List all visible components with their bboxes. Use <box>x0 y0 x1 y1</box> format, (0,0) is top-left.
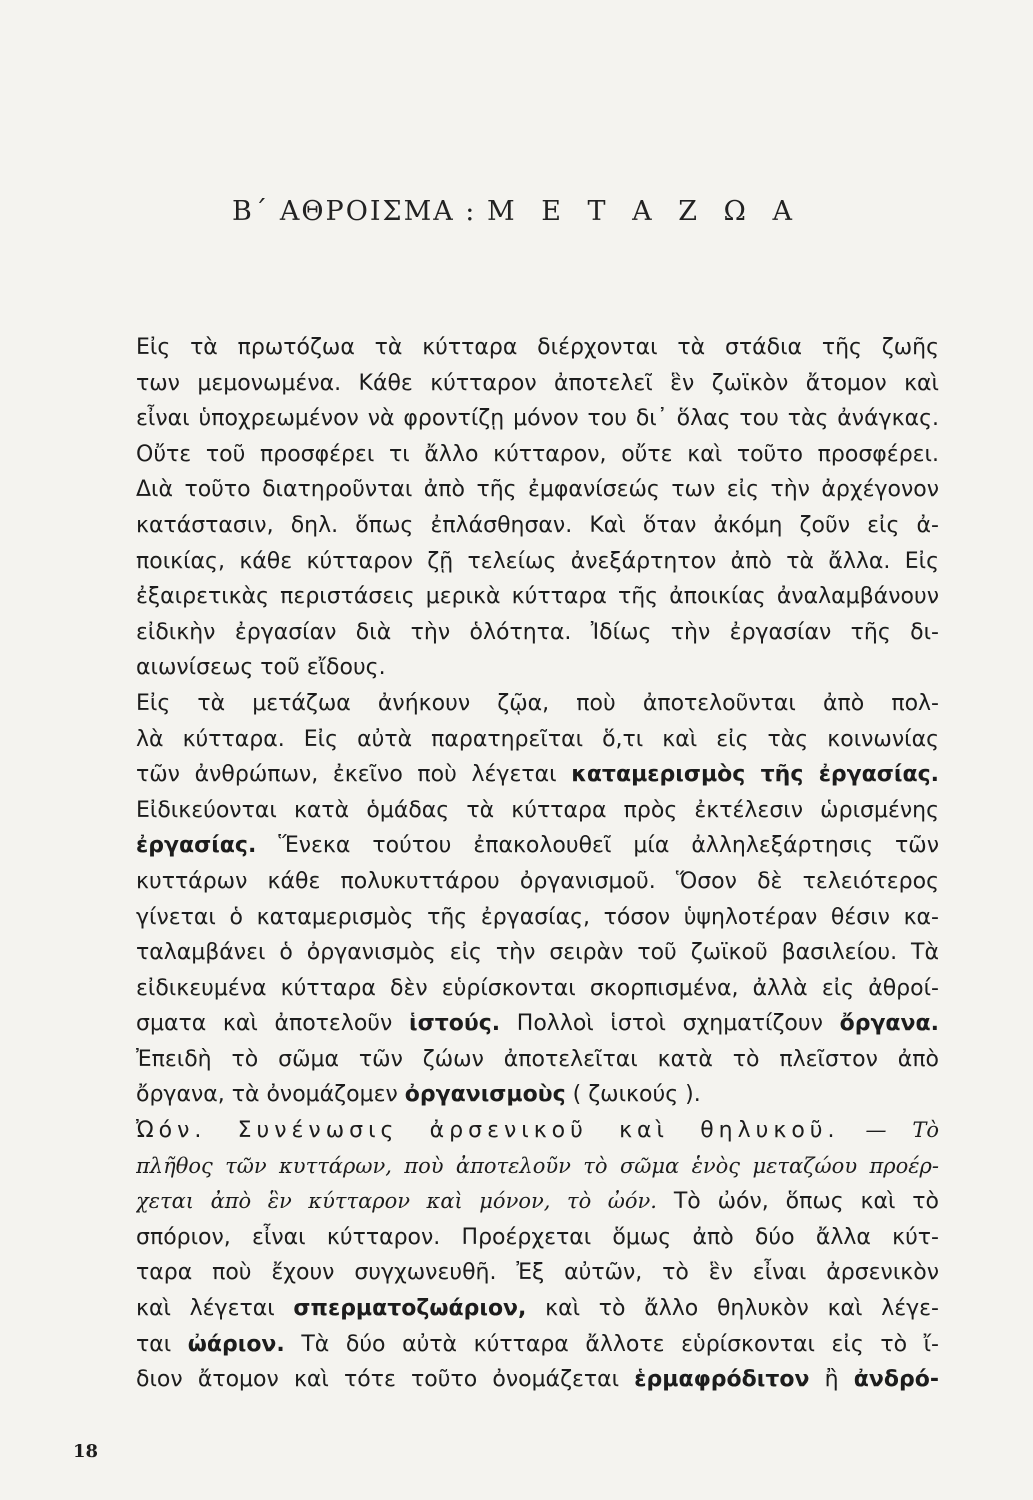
text-line: εἰδικευμένα κύτταρα δὲν εὑρίσκονται σκορπισμένα, ἀλλὰ εἰς ἀθροί- <box>136 975 939 1001</box>
text-line: Ὠόν. Συνένωσις ἀρσενικοῦ καὶ θηλυκοῦ. — Τὸ <box>136 1118 939 1144</box>
text-line: Ἐπειδὴ τὸ σῶμα τῶν ζώων ἀποτελεῖται κατὰ τὸ πλεῖστον ἀπὸ <box>136 1046 939 1072</box>
text-line: τῶν ἀνθρώπων, ἐκεῖνο ποὺ λέγεται καταμερισμὸς τῆς ἐργασίας. <box>136 762 939 788</box>
text-line: σπόριον, εἶναι κύτταρον. Προέρχεται ὅμως ἀπὸ δύο ἄλλα κύτ- <box>136 1224 939 1250</box>
text-line: καὶ λέγεται σπερματοζωάριον, καὶ τὸ ἄλλο θηλυκὸν καὶ λέγε- <box>136 1296 939 1322</box>
section-heading <box>0 196 1033 227</box>
bold-term: ὠάριον. <box>187 1331 285 1357</box>
text-line: χεται ἀπὸ ἓν κύτταρον καὶ μόνον, τὸ ὠόν. Τὸ ὠόν, ὅπως καὶ τὸ <box>136 1189 939 1215</box>
heading-prefix: Β΄ ΑΘΡΟΙΣΜΑ : <box>231 196 477 227</box>
bold-term: σπερματοζωάριον, <box>293 1296 527 1322</box>
page-number: 18 <box>73 1441 99 1462</box>
bold-term: ὄργανα. <box>839 1011 939 1037</box>
bold-term: ἑρμαφρόδιτον <box>634 1367 810 1393</box>
text-line: ταρα ποὺ ἔχουν συγχωνευθῆ. Ἐξ αὐτῶν, τὸ ἓν εἶναι ἀρσενικὸν <box>136 1260 939 1286</box>
heading-title: Μ Ε Τ Α Ζ Ω Α <box>487 196 802 227</box>
text-line: ται ὠάριον. Τὰ δύο αὐτὰ κύτταρα ἄλλοτε εὑρίσκονται εἰς τὸ ἴ- <box>136 1331 939 1357</box>
body-text <box>136 330 939 1398</box>
text-line: Εἰς τὰ μετάζωα ἀνήκουν ζῷα, ποὺ ἀποτελοῦνται ἀπὸ πολ- <box>136 690 939 716</box>
bold-term: ἐργασίας. <box>136 833 257 859</box>
bold-term: ἀνδρό- <box>853 1367 939 1393</box>
text-line: κατάστασιν, δηλ. ὅπως ἐπλάσθησαν. Καὶ ὅταν ἀκόμη ζοῦν εἰς ἀ- <box>136 512 939 538</box>
text-line: των μεμονωμένα. Κάθε κύτταρον ἀποτελεῖ ἓν ζωϊκὸν ἄτομον καὶ <box>136 370 939 396</box>
text-line: λὰ κύτταρα. Εἰς αὐτὰ παρατηρεῖται ὅ,τι καὶ εἰς τὰς κοινωνίας <box>136 726 939 752</box>
text-line: εἶναι ὑποχρεωμένον νὰ φροντίζῃ μόνον του δι᾽ ὅλας του τὰς ἀνάγκας. <box>136 406 939 432</box>
text-line: γίνεται ὁ καταμερισμὸς τῆς ἐργασίας, τόσον ὑψηλοτέραν θέσιν κα- <box>136 904 939 930</box>
text-line: διον ἄτομον καὶ τότε τοῦτο ὀνομάζεται ἑρμαφρόδιτον ἢ ἀνδρό- <box>136 1367 939 1393</box>
text-line: αιωνίσεως τοῦ εἴδους. <box>136 655 386 681</box>
text-line: ταλαμβάνει ὁ ὀργανισμὸς εἰς τὴν σειρὰν τοῦ ζωϊκοῦ βασιλείου. Τὰ <box>136 940 939 966</box>
text-line: εἰδικὴν ἐργασίαν διὰ τὴν ὁλότητα. Ἰδίως τὴν ἐργασίαν τῆς δι- <box>136 619 939 645</box>
subheading: Ὠόν. Συνένωσις ἀρσενικοῦ καὶ θηλυκοῦ. <box>136 1118 840 1144</box>
text-line: ποικίας, κάθε κύτταρον ζῇ τελείως ἀνεξάρτητον ἀπὸ τὰ ἄλλα. Εἰς <box>136 548 939 574</box>
text-line: ἐξαιρετικὰς περιστάσεις μερικὰ κύτταρα τῆς ἀποικίας ἀναλαμβάνουν <box>136 584 939 610</box>
bold-term: καταμερισμὸς τῆς ἐργασίας. <box>571 762 939 788</box>
text-line: Διὰ τοῦτο διατηροῦνται ἀπὸ τῆς ἐμφανίσεώς των εἰς τὴν ἀρχέγονον <box>136 477 939 503</box>
bold-term: ὀργανισμοὺς <box>404 1082 566 1108</box>
bold-term: ἱστούς. <box>409 1011 501 1037</box>
text-line: Οὔτε τοῦ προσφέρει τι ἄλλο κύτταρον, οὔτε καὶ τοῦτο προσφέρει. <box>136 441 939 467</box>
text-line: Εἰς τὰ πρωτόζωα τὰ κύτταρα διέρχονται τὰ στάδια τῆς ζωῆς <box>136 335 939 360</box>
text-line: Εἰδικεύονται κατὰ ὁμάδας τὰ κύτταρα πρὸς ἐκτέλεσιν ὡρισμένης <box>136 797 939 823</box>
text-line: κυττάρων κάθε πολυκυττάρου ὀργανισμοῦ. Ὅσον δὲ τελειότερος <box>136 868 939 894</box>
text-line: ἐργασίας. Ἕνεκα τούτου ἐπακολουθεῖ μία ἀλληλεξάρτησις τῶν <box>136 833 939 859</box>
text-line: σματα καὶ ἀποτελοῦν ἱστούς. Πολλοὶ ἱστοὶ σχηματίζουν ὄργανα. <box>136 1011 939 1037</box>
text-line: ὄργανα, τὰ ὀνομάζομεν ὀργανισμοὺς ( ζωικούς ). <box>136 1082 701 1108</box>
text-line: πλῆθος τῶν κυττάρων, ποὺ ἀποτελοῦν τὸ σῶμα ἑνὸς μεταζώου προέρ- <box>136 1153 939 1178</box>
